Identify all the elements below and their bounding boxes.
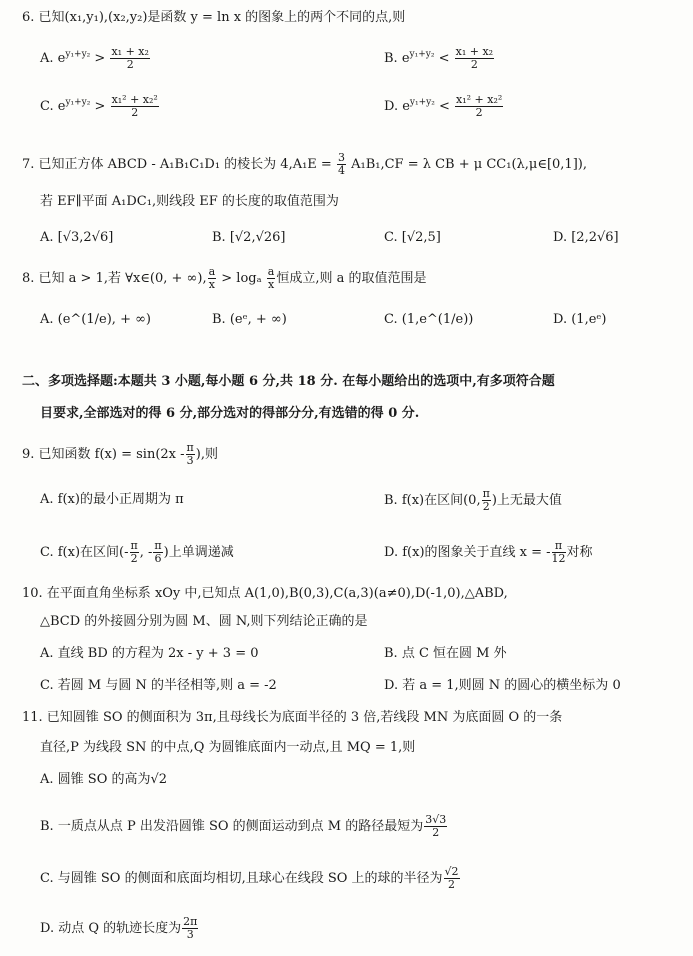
q9-b-num: π [482,487,490,500]
q8-stem [22,266,426,291]
q11-d-frac [182,916,198,941]
q11-c-den: 2 [448,878,456,891]
q9-frac [186,442,195,467]
q11-stem-line1: 11. 已知圆锥 SO 的侧面积为 3π,且母线长为底面半径的 3 倍,若线段 MN 为底面圆 O 的一条 [22,710,563,725]
q6-b-op: < [434,51,454,66]
q6-d-frac [455,94,503,119]
q9-stem-b: ),则 [195,447,218,462]
section2-heading-line1: 二、多项选择题:本题共 3 小题,每小题 6 分,共 18 分. 在每小题给出的选项中,有多项符合题 [22,374,555,389]
q6-c-frac [111,94,159,119]
q7-frac-num: 3 [337,151,345,164]
q9-c-a: C. f(x)在区间(- [40,545,129,560]
q9-option-b [384,488,562,513]
q7-option-d: D. [2,2√6] [553,230,619,245]
q11-b-num: 3√3 [425,813,447,826]
q9-c-frac1 [130,540,139,565]
q8-stem-a: 8. 已知 a > 1,若 ∀x∈(0, + ∞), [22,271,207,286]
q9-d-a: D. f(x)的图象关于直线 x = - [384,545,551,560]
q10-stem-line1: 10. 在平面直角坐标系 xOy 中,已知点 A(1,0),B(0,3),C(a,3)(a≠0),D(-1,0),△ABD, [22,586,508,601]
q7-stem-line2: 若 EF∥平面 A₁DC₁,则线段 EF 的长度的取值范围为 [40,194,339,209]
q8-option-b: B. (eᵉ, + ∞) [212,312,287,327]
q7-frac-den: 4 [337,164,345,177]
q9-c-b: )上单调递减 [163,545,234,560]
q10-option-d: D. 若 a = 1,则圆 N 的圆心的横坐标为 0 [384,678,621,693]
q6-d-pre: D. e [384,99,410,114]
q10-option-a: A. 直线 BD 的方程为 2x - y + 3 = 0 [40,646,259,661]
q8-stem-b: 恒成立,则 a 的取值范围是 [276,271,427,286]
q7-option-a: A. [√3,2√6] [40,230,114,245]
q9-c-n2: π [154,539,162,552]
q6-c-pre: C. e [40,99,66,114]
q11-b-den: 2 [432,826,440,839]
q6-stem: 6. 已知(x₁,y₁),(x₂,y₂)是函数 y = ln x 的图象上的两个不同的点,则 [22,10,406,25]
q8-f2-num: a [267,265,275,278]
q6-option-d [384,94,504,119]
q8-f1-num: a [208,265,216,278]
q7-stem-b: A₁B₁,CF = λ CB + μ CC₁(λ,μ∈[0,1]), [351,157,587,172]
q9-c-d2: 6 [154,552,162,565]
q8-option-c: C. (1,e^(1/e)) [384,312,474,327]
q6-a-exp: y₁+y₂ [65,49,91,60]
q8-frac1 [208,266,217,291]
q7-stem-a: 7. 已知正方体 ABCD - A₁B₁C₁D₁ 的棱长为 4,A₁E = [22,157,332,172]
q9-b-b: )上无最大值 [491,493,562,508]
q9-c-frac2 [153,540,162,565]
q9-d-frac [552,540,566,565]
q6-b-frac [455,46,494,71]
q6-b-num: x₁ + x₂ [455,45,494,58]
q6-c-exp: y₁+y₂ [65,97,91,108]
q9-stem [22,442,218,467]
q7-option-b: B. [√2,√26] [212,230,286,245]
q11-option-a: A. 圆锥 SO 的高为√2 [40,772,168,787]
q6-option-c [40,94,160,119]
section2-heading-line2: 目要求,全部选对的得 6 分,部分选对的得部分分,有选错的得 0 分. [40,406,420,421]
q6-b-pre: B. e [384,51,410,66]
q6-d-op: < [434,99,455,114]
q9-option-c [40,540,234,565]
q6-c-num: x₁² + x₂² [111,93,158,106]
q6-a-frac [110,46,149,71]
q6-a-op: > [90,51,110,66]
q6-d-exp: y₁+y₂ [409,97,435,108]
q9-b-den: 2 [482,500,490,513]
q6-a-den: 2 [126,58,134,71]
q6-a-num: x₁ + x₂ [111,45,149,58]
q11-c-num: √2 [444,865,459,878]
q9-d-num: π [552,540,566,553]
q10-stem-line2: △BCD 的外接圆分别为圆 M、圆 N,则下列结论正确的是 [40,614,368,629]
q11-b-frac [424,814,447,839]
q6-b-exp: y₁+y₂ [409,49,435,60]
q7-frac [337,152,346,177]
q7-option-c: C. [√2,5] [384,230,441,245]
q9-d-b: 对称 [566,545,593,560]
q11-d-num: 2π [183,915,198,928]
q8-option-d: D. (1,eᵉ) [553,312,607,327]
q10-option-b: B. 点 C 恒在圆 M 外 [384,646,507,661]
q6-c-op: > [90,99,110,114]
q6-d-num: x₁² + x₂² [456,93,503,106]
q10-option-c: C. 若圆 M 与圆 N 的半径相等,则 a = -2 [40,678,277,693]
q11-stem-line2: 直径,P 为线段 SN 的中点,Q 为圆锥底面内一动点,且 MQ = 1,则 [40,740,416,755]
q9-f-den: 3 [186,454,194,467]
q11-d-den: 3 [186,928,194,941]
q9-d-den: 12 [551,552,566,565]
q6-d-den: 2 [475,106,483,119]
q6-c-den: 2 [131,106,139,119]
q8-mid: > logₐ [217,271,266,286]
q9-option-d [384,540,593,565]
q11-option-d [40,916,199,941]
q11-c-a: C. 与圆锥 SO 的侧面和底面均相切,且球心在线段 SO 上的球的半径为 [40,871,443,886]
q9-c-n1: π [130,539,138,552]
q9-f-num: π [186,441,194,454]
q9-c-d1: 2 [130,552,138,565]
q8-f1-den: x [208,278,215,291]
q9-c-mid: , - [139,545,153,560]
q8-option-a: A. (e^(1/e), + ∞) [40,312,151,327]
q11-d-a: D. 动点 Q 的轨迹长度为 [40,921,182,936]
q11-c-frac [444,866,460,891]
q6-b-den: 2 [470,58,478,71]
q6-option-a [40,46,151,71]
q8-frac2 [267,266,276,291]
q8-f2-den: x [267,278,275,291]
q9-option-a: A. f(x)的最小正周期为 π [40,492,184,507]
q9-b-frac [482,488,491,513]
q9-stem-a: 9. 已知函数 f(x) = sin(2x - [22,447,185,462]
q11-option-b [40,814,448,839]
q6-option-b [384,46,495,71]
q11-option-c [40,866,461,891]
q9-b-a: B. f(x)在区间(0, [384,493,481,508]
q11-b-a: B. 一质点从点 P 出发沿圆锥 SO 的侧面运动到点 M 的路径最短为 [40,819,424,834]
q6-a-pre: A. e [40,51,66,66]
q7-stem-line1 [22,152,587,177]
